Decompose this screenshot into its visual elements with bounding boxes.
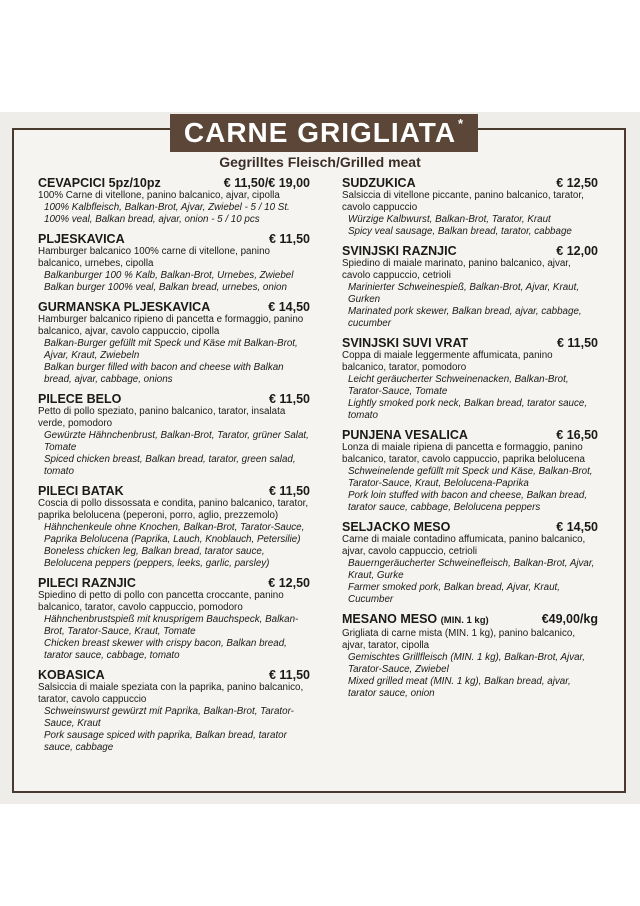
item-desc-en: 100% veal, Balkan bread, ajvar, onion - 5 / 10 pcs (44, 214, 260, 225)
item-desc-it: Coscia di pollo dissossata e condita, panino balcanico, tarator, paprika belolucena (peperoni, porro, aglio, prezzemolo) (38, 498, 309, 521)
item-price: € 11,50 (268, 232, 310, 246)
menu-item-punjena-vesalica (342, 428, 598, 514)
item-price: € 14,50 (556, 520, 598, 534)
item-price: € 16,50 (556, 428, 598, 442)
item-desc-de: Hähnchenbrustspieß mit knusprigem Bauchspeck, Balkan-Brot, Tarator-Sauce, Kraut, Tomate (44, 614, 299, 637)
title-asterisk: * (458, 116, 465, 131)
item-price: € 12,00 (556, 244, 598, 258)
item-desc-en: Pork sausage spiced with paprika, Balkan bread, tarator sauce, cabbage (44, 730, 287, 753)
menu-item-gurmanska-pljeskavica (38, 300, 310, 386)
item-name (342, 612, 489, 628)
item-price: €49,00/kg (541, 612, 598, 626)
menu-item-kobasica (38, 668, 310, 754)
menu-item-svinjski-raznjic (342, 244, 598, 330)
item-desc-en: Spicy veal sausage, Balkan bread, tarator, cabbage (348, 226, 572, 237)
item-desc-it: Petto di pollo speziato, panino balcanico, tarator, insalata verde, pomodoro (38, 406, 286, 429)
item-name: PUNJENA VESALICA (342, 428, 468, 442)
item-desc-it: 100% Carne di vitellone, panino balcanico, ajvar, cipolla (38, 190, 280, 201)
item-desc-de: Gemischtes Grillfleisch (MIN. 1 kg), Balkan-Brot, Ajvar, Tarator-Sauce, Zwiebel (348, 652, 586, 675)
item-desc-de: Leicht geräucherter Schweinenacken, Balkan-Brot, Tarator-Sauce, Tomate (348, 374, 569, 397)
item-desc-de: Schweinswurst gewürzt mit Paprika, Balkan-Brot, Tarator-Sauce, Kraut (44, 706, 294, 729)
item-desc-it: Coppa di maiale leggermente affumicata, panino balcanico, tarator, pomodoro (342, 350, 553, 373)
menu-title: CARNE GRIGLIATA (183, 117, 457, 148)
item-name: GURMANSKA PLJESKAVICA (38, 300, 211, 314)
item-desc-en: Lightly smoked pork neck, Balkan bread, tarator sauce, tomato (348, 398, 588, 421)
item-desc-en: Mixed grilled meat (MIN. 1 kg), Balkan bread, ajvar, tarator sauce, onion (348, 676, 571, 699)
menu-item-pljeskavica (38, 232, 310, 294)
item-price: € 11,50 (268, 392, 310, 406)
menu-item-pileci-batak (38, 484, 310, 570)
item-desc-it: Lonza di maiale ripiena di pancetta e formaggio, panino balcanico, tarator, cavolo cappuccio, paprika belolucena (342, 442, 585, 465)
item-desc-de: Würzige Kalbwurst, Balkan-Brot, Tarator, Kraut (348, 214, 551, 225)
menu-item-cevapcici (38, 176, 310, 226)
item-desc-it: Hamburger balcanico ripieno di pancetta e formaggio, panino balcanico, ajvar, cavolo cappuccio, cipolla (38, 314, 304, 337)
item-desc-en: Balkan burger 100% veal, Balkan bread, urnebes, onion (44, 282, 287, 293)
page-margin-bottom (0, 804, 640, 906)
item-name: PLJESKAVICA (38, 232, 125, 246)
item-name: SVINJSKI SUVI VRAT (342, 336, 469, 350)
item-name: SUDZUKICA (342, 176, 416, 190)
left-column (38, 176, 310, 760)
item-desc-de: Gewürzte Hähnchenbrust, Balkan-Brot, Tarator, grüner Salat, Tomate (44, 430, 309, 453)
item-desc-en: Pork loin stuffed with bacon and cheese, Balkan bread, tarator sauce, cabbage, Belolucena peppers (348, 490, 588, 513)
item-price: € 11,50 (556, 336, 598, 350)
menu-item-sudzukica (342, 176, 598, 238)
title-banner (170, 114, 478, 152)
item-price: € 11,50/€ 19,00 (223, 176, 310, 190)
item-desc-en: Chicken breast skewer with crispy bacon, Balkan bread, tarator sauce, cabbage, tomato (44, 638, 287, 661)
item-desc-de: 100% Kalbfleisch, Balkan-Brot, Ajvar, Zwiebel - 5 / 10 St. (44, 202, 290, 213)
menu-item-mesano-meso (342, 612, 598, 700)
item-desc-it: Hamburger balcanico 100% carne di vitellone, panino balcanico, urnebes, cipolla (38, 246, 271, 269)
item-desc-de: Hähnchenkeule ohne Knochen, Balkan-Brot, Tarator-Sauce, Paprika Belolucena (Paprika, Lauch, Knoblauch, Petersilie) (44, 522, 305, 545)
item-price: € 12,50 (556, 176, 598, 190)
item-name: SVINJSKI RAZNJIC (342, 244, 457, 258)
item-desc-it: Spiedino di maiale marinato, panino balcanico, ajvar, cavolo cappuccio, cetrioli (342, 258, 571, 281)
item-name: PILECI BATAK (38, 484, 124, 498)
item-name: PILECI RAZNJIC (38, 576, 136, 590)
item-desc-de: Balkan-Burger gefüllt mit Speck und Käse mit Balkan-Brot, Ajvar, Kraut, Zwiebeln (44, 338, 298, 361)
item-name: KOBASICA (38, 668, 105, 682)
item-desc-it: Carne di maiale contadino affumicata, panino balcanico, ajvar, cavolo cappuccio, cetrioli (342, 534, 586, 557)
item-name: SELJACKO MESO (342, 520, 451, 534)
item-price: € 14,50 (268, 300, 310, 314)
item-desc-en: Balkan burger filled with bacon and cheese with Balkan bread, ajvar, cabbage, onions (44, 362, 284, 385)
item-price: € 11,50 (268, 668, 310, 682)
item-desc-it: Grigliata di carne mista (MIN. 1 kg), panino balcanico, ajvar, tarator, cipolla (342, 628, 576, 651)
item-desc-it: Salsiccia di maiale speziata con la paprika, panino balcanico, tarator, cavolo cappuccio (38, 682, 304, 705)
item-price: € 11,50 (268, 484, 310, 498)
menu-subtitle: Gegrilltes Fleisch/Grilled meat (219, 154, 421, 170)
menu-item-seljacko-meso (342, 520, 598, 606)
item-desc-de: Schweinelende gefüllt mit Speck und Käse, Balkan-Brot, Tarator-Sauce, Kraut, Belolucena-Paprika (348, 466, 593, 489)
menu-item-pileci-raznjic (38, 576, 310, 662)
item-desc-en: Spiced chicken breast, Balkan bread, tarator, green salad, tomato (44, 454, 296, 477)
item-desc-en: Farmer smoked pork, Balkan bread, Ajvar, Kraut, Cucumber (348, 582, 560, 605)
item-desc-de: Marinierter Schweinespieß, Balkan-Brot, Ajvar, Kraut, Gurken (348, 282, 580, 305)
item-price: € 12,50 (268, 576, 310, 590)
menu-item-pilece-belo (38, 392, 310, 478)
item-desc-de: Balkanburger 100 % Kalb, Balkan-Brot, Urnebes, Zwiebel (44, 270, 294, 281)
item-desc-en: Boneless chicken leg, Balkan bread, tarator sauce, Belolucena peppers (peppers, leeks, garlic, parsley) (44, 546, 270, 569)
item-desc-en: Marinated pork skewer, Balkan bread, ajvar, cabbage, cucumber (348, 306, 582, 329)
item-desc-de: Bauerngeräucherter Schweinefleisch, Balkan-Brot, Ajvar, Kraut, Gurke (348, 558, 595, 581)
item-name-text: MESANO MESO (342, 612, 438, 626)
item-name-note: (MIN. 1 kg) (440, 615, 489, 626)
menu-item-svinjski-suvi-vrat (342, 336, 598, 422)
item-desc-it: Salsiccia di vitellone piccante, panino balcanico, tarator, cavolo cappuccio (342, 190, 584, 213)
item-desc-it: Spiedino di petto di pollo con pancetta croccante, panino balcanico, tarator, cavolo cappuccio, pomodoro (38, 590, 284, 613)
item-name: CEVAPCICI 5pz/10pz (38, 176, 161, 190)
item-name: PILECE BELO (38, 392, 122, 406)
right-column (342, 176, 598, 706)
